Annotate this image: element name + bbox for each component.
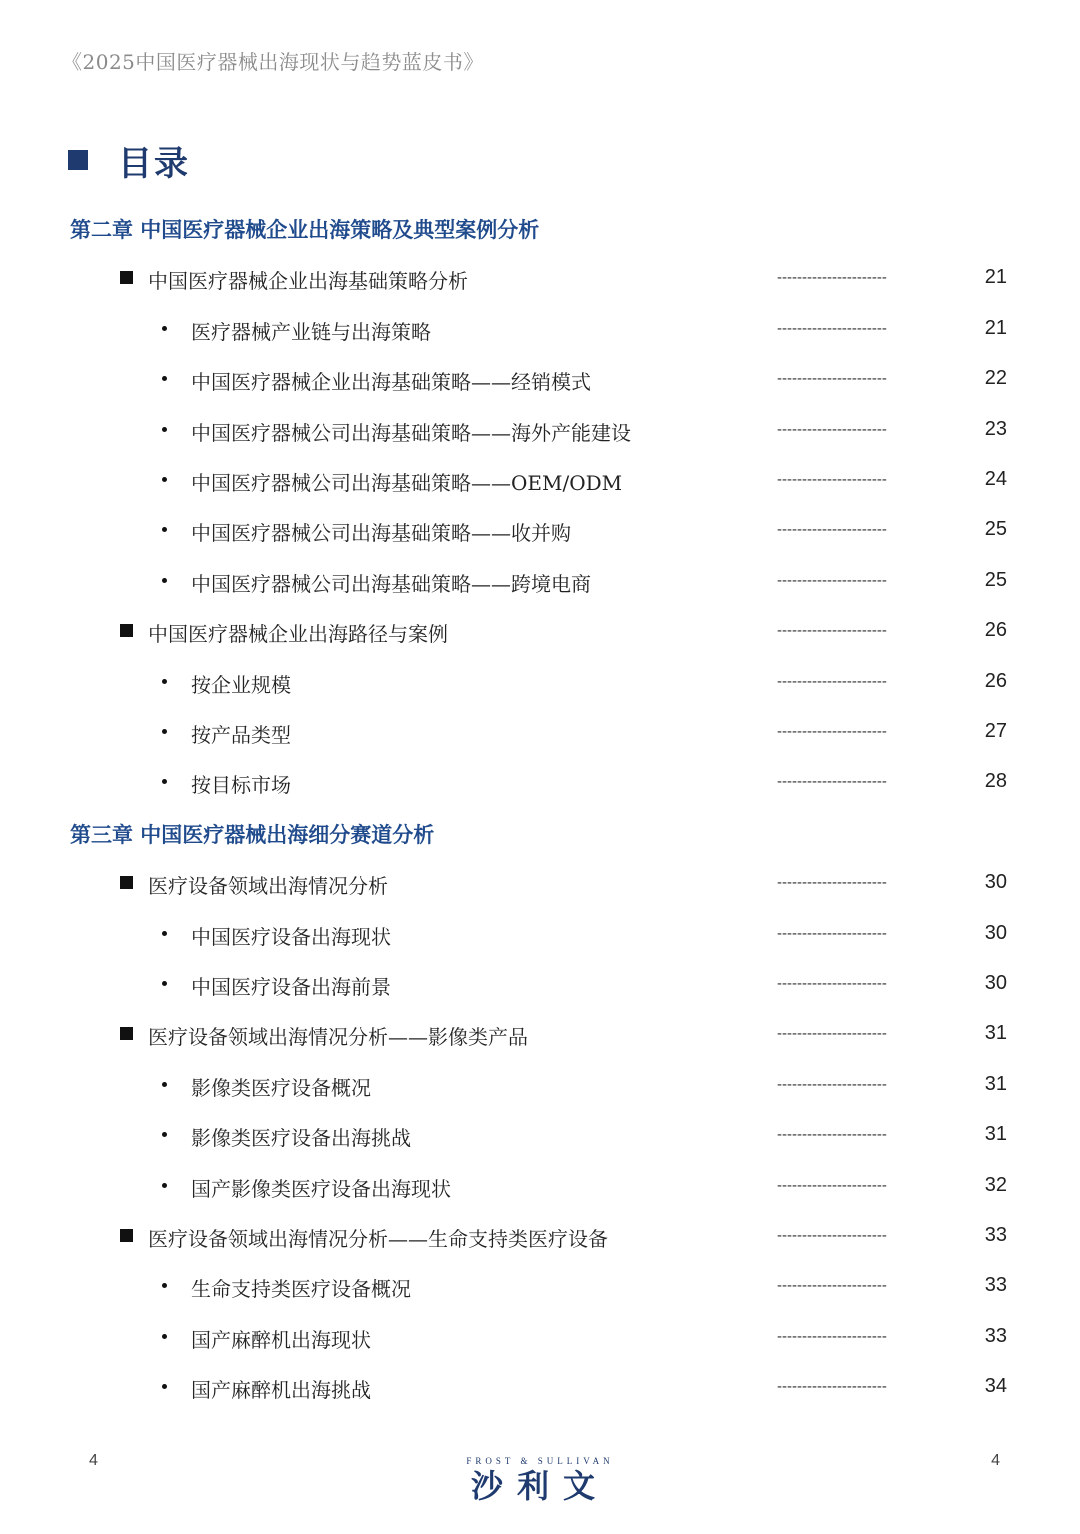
toc-entry-row[interactable] (0, 1065, 1080, 1105)
chapter-heading: 第二章 中国医疗器械企业出海策略及典型案例分析 (70, 217, 540, 242)
toc-page-number: 31 (984, 1022, 1007, 1045)
toc-entry-label: 医疗设备领域出海情况分析——影像类产品 (148, 1025, 528, 1050)
toc-entry-label: 中国医疗器械公司出海基础策略——OEM/ODM (191, 471, 623, 495)
toc-entry-row[interactable] (0, 1317, 1080, 1357)
dot-bullet-icon (162, 679, 167, 684)
toc-entry-row[interactable] (0, 561, 1080, 601)
dot-leader: ---------------------- (777, 1075, 887, 1093)
dot-bullet-icon (162, 1283, 167, 1288)
toc-page-number: 31 (984, 1123, 1007, 1146)
toc-chapter-row (0, 813, 1080, 853)
toc-entry-row[interactable] (0, 1115, 1080, 1155)
dot-leader: ---------------------- (777, 1227, 887, 1244)
toc-entry-row[interactable] (0, 258, 1080, 298)
dot-leader: ---------------------- (777, 723, 887, 740)
logo-top-text: FROST & SULLIVAN (466, 1456, 614, 1466)
dot-bullet-icon (162, 1082, 167, 1087)
toc-entry-row[interactable] (0, 1367, 1080, 1407)
toc-page-number: 31 (984, 1072, 1007, 1095)
dot-bullet-icon (162, 477, 167, 482)
dot-leader: ---------------------- (777, 571, 887, 589)
toc-page-number: 21 (984, 266, 1007, 289)
dot-leader: ---------------------- (777, 420, 887, 438)
toc-entry-label: 中国医疗设备出海现状 (191, 924, 391, 949)
dot-leader: ---------------------- (777, 319, 887, 337)
page-header: 《2025中国医疗器械出海现状与趋势蓝皮书》 (62, 50, 484, 74)
dot-bullet-icon (162, 326, 167, 331)
dot-bullet-icon (162, 931, 167, 936)
toc-page-number: 25 (984, 568, 1007, 591)
square-bullet-icon (120, 271, 133, 284)
toc-page-number: 30 (984, 921, 1007, 944)
dot-bullet-icon (162, 578, 167, 583)
logo-main-text: 沙利文 (470, 1467, 609, 1505)
toc-entry-row[interactable] (0, 611, 1080, 651)
square-bullet-icon (120, 1027, 133, 1040)
dot-bullet-icon (162, 376, 167, 381)
dot-bullet-icon (162, 527, 167, 532)
dot-leader: ---------------------- (777, 874, 887, 892)
toc-entry-row[interactable] (0, 1216, 1080, 1256)
dot-leader: ---------------------- (777, 471, 887, 488)
dot-bullet-icon (162, 427, 167, 432)
toc-entry-label: 影像类医疗设备出海挑战 (191, 1126, 411, 1151)
toc-entry-row[interactable] (0, 1166, 1080, 1206)
toc-entry-row[interactable] (0, 410, 1080, 450)
toc-entry-label: 生命支持类医疗设备概况 (191, 1277, 411, 1302)
toc-page-number: 33 (984, 1224, 1007, 1246)
toc-entry-row[interactable] (0, 964, 1080, 1004)
dot-leader: ---------------------- (777, 521, 887, 539)
toc-page-number: 24 (984, 468, 1007, 490)
dot-bullet-icon (162, 1384, 167, 1389)
dot-leader: ---------------------- (777, 1126, 887, 1144)
toc-entry-row[interactable] (0, 762, 1080, 802)
toc-page-number: 28 (984, 770, 1007, 793)
toc-page-number: 30 (984, 972, 1007, 994)
toc-entry-label: 影像类医疗设备概况 (191, 1075, 371, 1100)
dot-leader: ---------------------- (777, 1176, 887, 1194)
dot-leader: ---------------------- (777, 1327, 887, 1345)
dot-leader: ---------------------- (777, 370, 887, 388)
dot-bullet-icon (162, 1132, 167, 1137)
toc-page-number: 21 (984, 316, 1007, 339)
toc-entry-row[interactable] (0, 1266, 1080, 1306)
dot-bullet-icon (162, 1334, 167, 1339)
toc-entry-row[interactable] (0, 662, 1080, 702)
toc-entry-row[interactable] (0, 1014, 1080, 1054)
dot-leader: ---------------------- (777, 1025, 887, 1043)
toc-entry-label: 按企业规模 (191, 672, 291, 697)
toc-title: 目录 (118, 143, 190, 184)
toc-entry-label: 国产麻醉机出海现状 (191, 1327, 371, 1352)
dot-leader: ---------------------- (777, 672, 887, 690)
toc-entry-label: 医疗设备领域出海情况分析——生命支持类医疗设备 (148, 1227, 608, 1251)
dot-bullet-icon (162, 1183, 167, 1188)
dot-leader: ---------------------- (777, 975, 887, 992)
toc-page-number: 22 (984, 367, 1007, 390)
toc-entry-label: 按目标市场 (191, 773, 291, 798)
toc-entry-row[interactable] (0, 510, 1080, 550)
toc-page-number: 34 (984, 1375, 1007, 1398)
toc-entry-label: 中国医疗器械企业出海基础策略——经销模式 (191, 370, 591, 395)
toc-entry-label: 中国医疗器械公司出海基础策略——跨境电商 (191, 571, 591, 596)
toc-entry-label: 中国医疗器械企业出海路径与案例 (148, 622, 448, 647)
toc-entry-label: 按产品类型 (191, 723, 291, 747)
dot-leader: ---------------------- (777, 622, 887, 640)
toc-entry-row[interactable] (0, 359, 1080, 399)
toc-entry-label: 医疗器械产业链与出海策略 (191, 319, 431, 344)
toc-entry-label: 中国医疗器械公司出海基础策略——收并购 (191, 521, 571, 546)
toc-entry-label: 国产影像类医疗设备出海现状 (191, 1176, 451, 1201)
toc-entry-label: 中国医疗器械公司出海基础策略——海外产能建设 (191, 420, 631, 445)
square-bullet-icon (120, 876, 133, 889)
toc-page-number: 25 (984, 518, 1007, 541)
toc-entry-row[interactable] (0, 309, 1080, 349)
toc-entry-label: 医疗设备领域出海情况分析 (148, 874, 388, 899)
dot-leader: ---------------------- (777, 1378, 887, 1396)
toc-page-number: 33 (984, 1274, 1007, 1297)
dot-leader: ---------------------- (777, 269, 887, 287)
dot-bullet-icon (162, 729, 167, 734)
square-bullet-icon (120, 1229, 133, 1242)
page-number-right: 4 (991, 1452, 1000, 1469)
dot-bullet-icon (162, 779, 167, 784)
toc-page-number: 26 (984, 619, 1007, 642)
toc-page-number: 33 (984, 1324, 1007, 1347)
dot-leader: ---------------------- (777, 773, 887, 791)
toc-entry-row[interactable] (0, 712, 1080, 752)
toc-entry-row[interactable] (0, 460, 1080, 500)
toc-entry-label: 中国医疗设备出海前景 (191, 975, 391, 999)
toc-entry-row[interactable] (0, 863, 1080, 903)
square-bullet-icon (120, 624, 133, 637)
dot-bullet-icon (162, 981, 167, 986)
toc-page-number: 32 (984, 1173, 1007, 1196)
toc-entry-label: 国产麻醉机出海挑战 (191, 1378, 371, 1403)
toc-page-number: 26 (984, 669, 1007, 692)
toc-page-number: 30 (984, 871, 1007, 894)
toc-page-number: 23 (984, 417, 1007, 440)
chapter-heading: 第三章 中国医疗器械出海细分赛道分析 (70, 821, 435, 847)
toc-entry-label: 中国医疗器械企业出海基础策略分析 (148, 269, 468, 294)
toc-page-number: 27 (984, 720, 1007, 742)
toc-chapter-row (0, 208, 1080, 248)
page-number-left: 4 (89, 1452, 98, 1469)
frost-sullivan-logo (440, 1456, 640, 1506)
dot-leader: ---------------------- (777, 1277, 887, 1295)
toc-entry-row[interactable] (0, 914, 1080, 954)
dot-leader: ---------------------- (777, 924, 887, 942)
